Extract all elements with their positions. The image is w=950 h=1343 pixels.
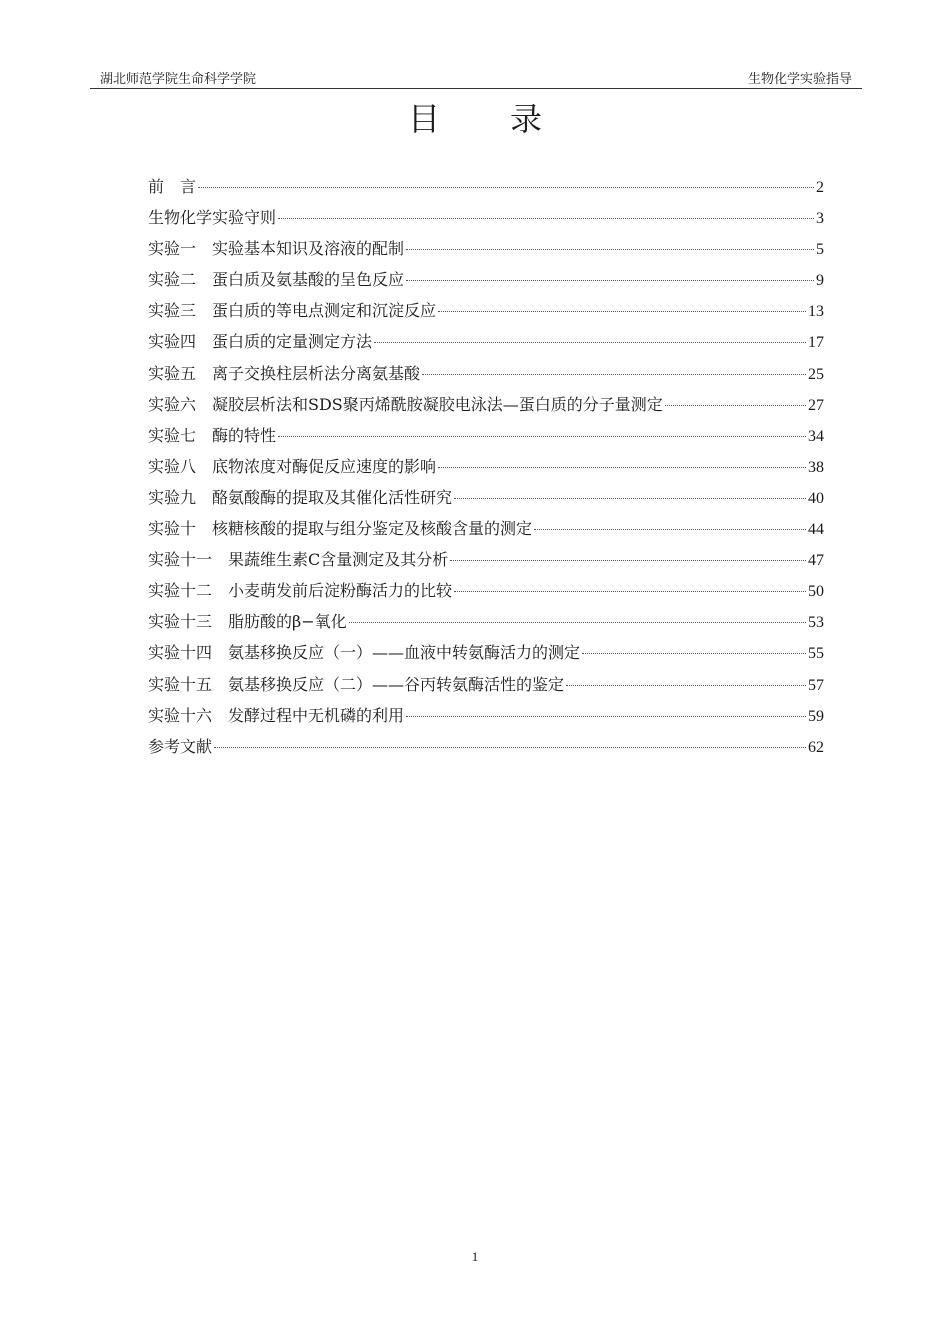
toc-entry-page: 3 [816, 210, 824, 228]
toc-entry-label: 前 言 [148, 177, 197, 196]
toc-entry-page: 9 [816, 272, 824, 290]
toc-entry[interactable] [148, 174, 824, 205]
toc-entry-page: 47 [808, 552, 824, 570]
header-book-title: 生物化学实验指导 [747, 72, 852, 87]
toc-leader-dots [374, 341, 806, 343]
toc-leader-dots [422, 373, 806, 375]
toc-entry[interactable] [148, 485, 824, 516]
toc-leader-dots [406, 279, 814, 281]
toc-leader-dots [438, 310, 806, 312]
toc-entry-label: 实验六 凝胶层析法和SDS聚丙烯酰胺凝胶电泳法—蛋白质的分子量测定 [148, 394, 663, 414]
toc-entry-label: 实验七 酶的特性 [148, 425, 277, 445]
toc-entry-label: 实验五 离子交换柱层析法分离氨基酸 [148, 363, 421, 383]
toc-leader-dots [214, 746, 806, 748]
toc-leader-dots [406, 248, 814, 250]
toc-leader-dots [450, 559, 806, 561]
toc-entry-page: 38 [808, 458, 824, 476]
toc-entry-label: 实验十三 脂肪酸的β−氧化 [148, 612, 347, 632]
toc-entry-page: 55 [808, 645, 824, 663]
toc-entry[interactable] [148, 329, 824, 360]
toc-entry[interactable] [148, 267, 824, 298]
toc-entry[interactable] [148, 454, 824, 485]
page-header [90, 64, 862, 89]
toc-entry-page: 17 [808, 334, 824, 352]
toc-entry-page: 13 [808, 303, 824, 321]
page-number: 1 [471, 1249, 479, 1264]
toc-leader-dots [349, 621, 806, 623]
toc-entry[interactable] [148, 392, 824, 423]
toc-leader-dots [534, 528, 806, 530]
toc-leader-dots [278, 217, 814, 219]
toc-leader-dots [406, 715, 806, 717]
toc-entry-page: 25 [808, 365, 824, 383]
toc-entry-page: 34 [808, 427, 824, 445]
toc-leader-dots [198, 186, 814, 188]
toc-entry-label: 实验十五 氨基移换反应（二）——谷丙转氨酶活性的鉴定 [148, 674, 565, 694]
toc-entry[interactable] [148, 298, 824, 329]
toc-list [148, 174, 824, 765]
toc-entry-label: 生物化学实验守则 [148, 208, 277, 228]
toc-entry-page: 2 [816, 179, 824, 196]
toc-entry-label: 实验八 底物浓度对酶促反应速度的影响 [148, 456, 437, 476]
toc-entry-label: 实验十二 小麦萌发前后淀粉酶活力的比较 [148, 581, 453, 601]
toc-entry-page: 50 [808, 583, 824, 601]
toc-entry[interactable] [148, 703, 824, 734]
toc-entry[interactable] [148, 672, 824, 703]
toc-leader-dots [582, 652, 806, 654]
toc-entry[interactable] [148, 547, 824, 578]
toc-entry-label: 实验九 酪氨酸酶的提取及其催化活性研究 [148, 487, 453, 507]
toc-entry[interactable] [148, 423, 824, 454]
toc-entry-label: 实验二 蛋白质及氨基酸的呈色反应 [148, 270, 405, 290]
toc-leader-dots [454, 590, 806, 592]
toc-entry-label: 实验十 核糖核酸的提取与组分鉴定及核酸含量的测定 [148, 519, 533, 539]
toc-entry-page: 27 [808, 396, 824, 414]
toc-entry-label: 实验四 蛋白质的定量测定方法 [148, 332, 373, 352]
toc-entry-label: 实验十四 氨基移换反应（一）——血液中转氨酶活力的测定 [148, 643, 581, 663]
toc-entry-page: 5 [816, 241, 824, 259]
toc-entry-label: 实验三 蛋白质的等电点测定和沉淀反应 [148, 301, 437, 321]
toc-leader-dots [665, 404, 806, 406]
toc-entry-page: 40 [808, 489, 824, 507]
toc-entry[interactable] [148, 205, 824, 236]
toc-title: 目录 [407, 100, 612, 138]
toc-entry[interactable] [148, 236, 824, 267]
toc-entry-page: 62 [808, 738, 824, 756]
toc-entry[interactable] [148, 578, 824, 609]
toc-leader-dots [438, 466, 806, 468]
toc-entry-label: 实验十六 发酵过程中无机磷的利用 [148, 705, 405, 725]
toc-entry[interactable] [148, 361, 824, 392]
toc-leader-dots [278, 435, 806, 437]
toc-entry-page: 44 [808, 521, 824, 539]
toc-entry-page: 59 [808, 707, 824, 725]
header-institution: 湖北师范学院生命科学学院 [100, 72, 257, 87]
toc-entry[interactable] [148, 640, 824, 671]
toc-leader-dots [454, 497, 806, 499]
toc-entry-label: 实验十一 果蔬维生素C含量测定及其分析 [148, 550, 449, 570]
toc-entry[interactable] [148, 516, 824, 547]
toc-entry-label: 参考文献 [148, 736, 213, 756]
toc-entry-page: 57 [808, 676, 824, 694]
toc-leader-dots [566, 684, 806, 686]
toc-entry-page: 53 [808, 614, 824, 632]
toc-entry[interactable] [148, 734, 824, 765]
toc-entry-label: 实验一 实验基本知识及溶液的配制 [148, 239, 405, 259]
toc-entry[interactable] [148, 609, 824, 640]
